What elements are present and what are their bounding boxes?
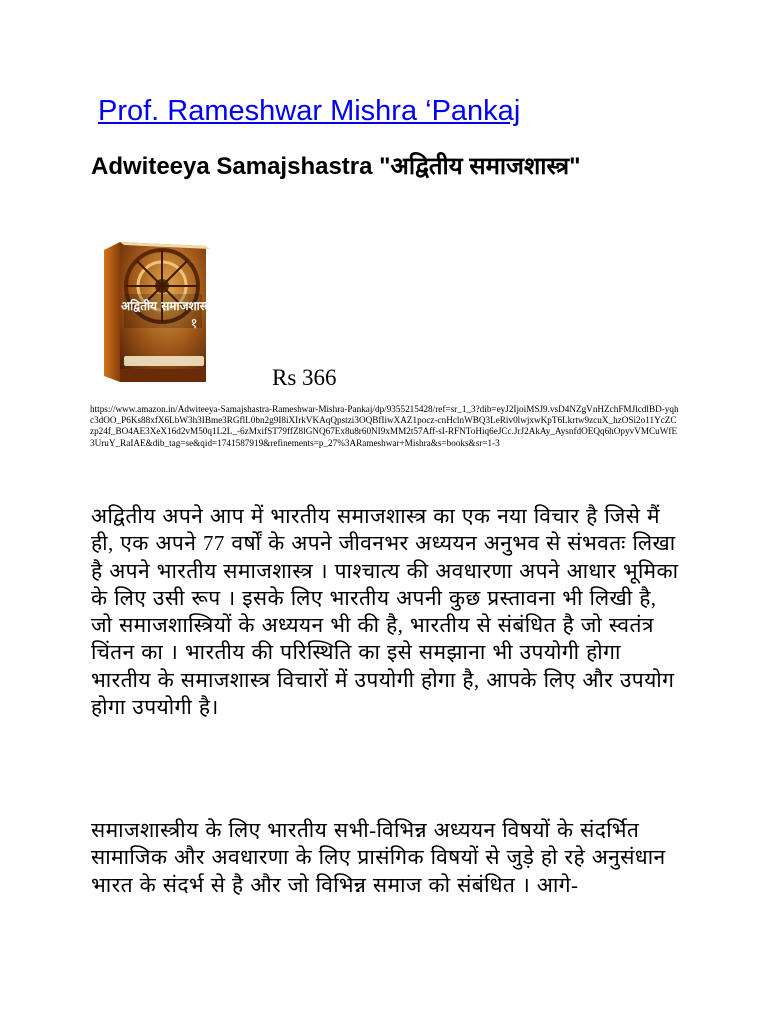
- body-paragraph: समाजशास्त्रीय के लिए भारतीय सभी-विभिन्न अध्ययन विषयों के संदर्भित सामाजिक और अवधारणा के लिए प्रासंगिक विषयों से जुड़े हो रहे अनुसंधान भारत के संदर्भ से है और जो विभिन्न समाज को संबंधित । आगे-: [91, 818, 666, 897]
- author-name-link[interactable]: Prof. Rameshwar Mishra ‘Pankaj: [98, 95, 521, 127]
- cover-volume-number: १: [190, 316, 198, 332]
- book-cover-image: [92, 236, 242, 384]
- book-price: Rs 366: [272, 365, 337, 390]
- book-title: Adwiteeya Samajshastra "अद्वितीय समाजशास्त्र": [91, 153, 581, 180]
- cover-title-text: अद्वितीय समाजशास्त्र: [120, 299, 212, 313]
- body-paragraph: अद्वितीय अपने आप में भारतीय समाजशास्त्र का एक नया विचार है जिसे मैं ही, एक अपने 77 वर्षों के अपने जीवनभर अध्ययन अनुभव से संभवतः लिखा है अपने भारतीय समाजशास्त्र । पाश्चात्य की अवधारणा अपने आधार भूमिका के लिए उसी रूप । इसके लिए भारतीय अपनी कुछ प्रस्तावना भी लिखी है, जो समाजशास्त्रियों के अध्ययन भी की है, भारतीय से संबंधित है जो स्वतंत्र चिंतन का । भारतीय की परिस्थिति का इसे समझाना भी उपयोगी होगा भारतीय के समाजशास्त्र विचारों में उपयोगी होगा है, आपके लिए और उपयोग होगा उपयोगी है।: [91, 504, 679, 720]
- amazon-url-text: https://www.amazon.in/Adwiteeya-Samajshastra-Rameshwar-Mishra-Pankaj/dp/9355215428/ref=sr_1_3?dib=eyJ2IjoiMSJ9.vsD4NZgVnHZchFMJlcdlBD-yqhc3dOO_P6Ks88xfX6LbW3h3IBme3RGflL0bn2g9I8iXIrkVKAqQpstzi3OQBfIiwXAZ1pocz-cnHclnWBQ3LeRiv0lwjxwKpT6Lkrtw9zcuX_hzOSi2o11YcZCzp24f_BO4AE3XeX16d2vM50q1L2L_-6zMxifST79ffZ8lGNQ67Ex8u8r60NI9xMM2t57Aff-sI-RFNToHiq6eJCc.JrJ2AkAy_AysnfdOEQq6hOpyvVMCuWfE3UruY_RaIAE&dib_tag=se&qid=1741587919&refinements=p_27%3ARameshwar+Mishra&s=books&sr=1-3: [90, 404, 679, 448]
